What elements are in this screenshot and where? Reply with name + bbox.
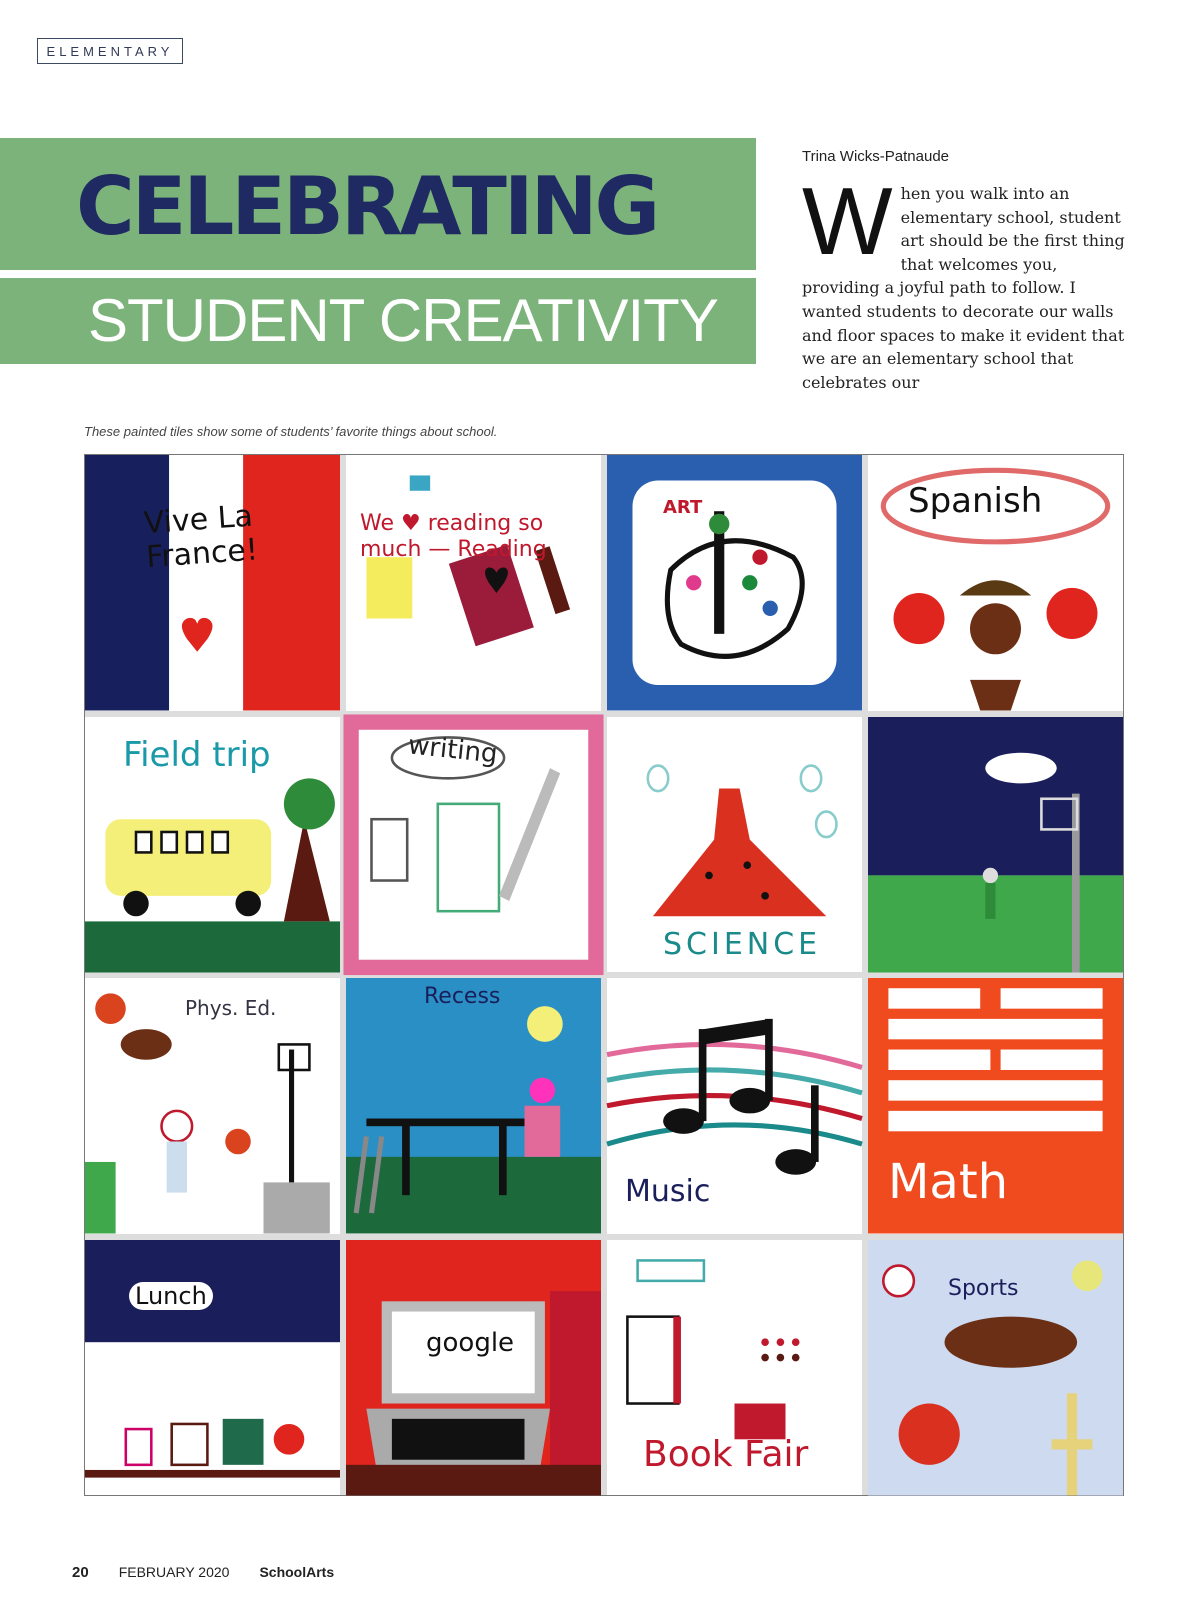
tile-label: Math: [888, 1154, 1009, 1210]
tile-outdoor: [868, 717, 1123, 973]
tile-book-fair: [607, 1240, 862, 1496]
tile-label: Vive La France!: [142, 498, 260, 576]
tile-label: Recess: [424, 984, 501, 1009]
tile-label: Field trip: [123, 734, 271, 775]
tile-spanish: [868, 455, 1123, 711]
swing-set-icon: [346, 978, 601, 1234]
issue-date: FEBRUARY 2020: [118, 1564, 230, 1580]
image-caption: These painted tiles show some of students’ favorite things about school.: [84, 424, 498, 439]
page-number: 20: [72, 1563, 89, 1581]
tile-label: Sports: [948, 1275, 1019, 1301]
tile-label: Spanish: [908, 481, 1043, 521]
magazine-name: SchoolArts: [259, 1564, 335, 1580]
tile-reading: [346, 455, 601, 711]
tile-label: ART: [663, 497, 703, 518]
page-footer: [72, 1562, 334, 1582]
section-tag: ELEMENTARY: [37, 38, 183, 64]
tile-science: [607, 717, 862, 973]
subheadline: STUDENT CREATIVITY: [88, 287, 718, 354]
tile-sports: [868, 1240, 1123, 1496]
intro-text: hen you walk into an elementary school, student art should be the first thing that welcomes you, providing a joyful path to follow. I wanted students to decorate our walls and floor spaces to make it evident that we are an elementary school that celebrates our: [802, 184, 1125, 392]
outdoor-sports-icon: [868, 717, 1123, 973]
drop-cap: W: [802, 168, 893, 275]
tile-writing: [346, 717, 601, 973]
laptop-icon: [346, 1240, 601, 1496]
tile-label: writing: [406, 729, 499, 770]
byline: Trina Wicks-Patnaude: [802, 148, 949, 165]
french-flag-icon: [85, 455, 340, 711]
tile-label: We ♥ reading so much — Reading: [360, 511, 547, 562]
books-icon: [346, 455, 601, 711]
lunch-bag-icon: [85, 1240, 340, 1496]
headline: CELEBRATING: [76, 160, 658, 253]
tile-label: Lunch: [129, 1282, 213, 1310]
tile-label: Phys. Ed.: [185, 996, 277, 1020]
tile-france: [85, 455, 340, 711]
tile-label: SCIENCE: [663, 926, 822, 962]
tile-label: Music: [625, 1174, 711, 1209]
tile-music: [607, 978, 862, 1234]
tile-field-trip: [85, 717, 340, 973]
tile-art: [607, 455, 862, 711]
tile-grid: [84, 454, 1124, 1496]
tile-phys-ed: [85, 978, 340, 1234]
paint-palette-icon: [607, 455, 862, 711]
tile-lunch: [85, 1240, 340, 1496]
intro-paragraph: [802, 168, 1138, 392]
tile-label: google: [426, 1327, 515, 1358]
tile-math: [868, 978, 1123, 1234]
tile-label: Book Fair: [643, 1433, 809, 1475]
tile-recess: [346, 978, 601, 1234]
tile-google: [346, 1240, 601, 1496]
